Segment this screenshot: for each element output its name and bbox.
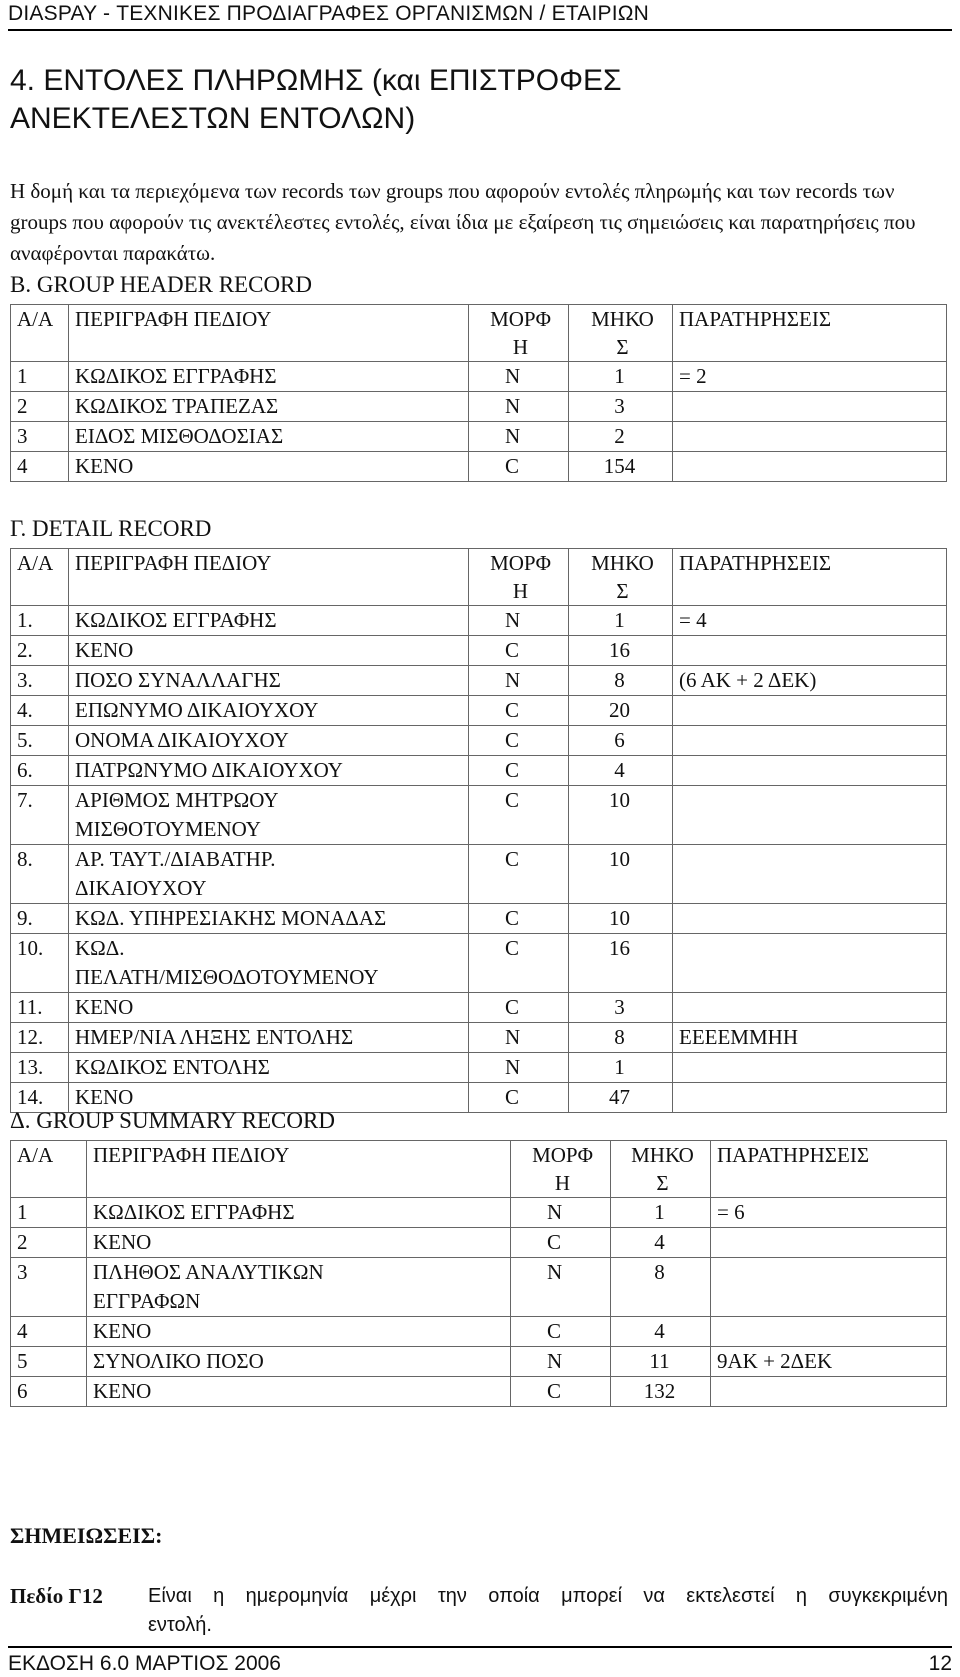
cell-desc-text: ΚΕΝΟ [93, 1230, 152, 1254]
cell-aa-text: 5 [17, 1349, 28, 1373]
detail-table [10, 548, 947, 1113]
cell-note [673, 696, 947, 726]
cell-aa [11, 636, 69, 666]
cell-desc-text: ΟΝΟΜΑ ΔΙΚΑΙΟΥΧΟΥ [75, 728, 289, 752]
cell-len [569, 696, 673, 726]
col-desc: ΠΕΡΙΓΡΑΦΗ ΠΕΔΙΟΥ [87, 1141, 511, 1198]
cell-note [711, 1317, 947, 1347]
cell-note [673, 362, 947, 392]
cell-len [569, 845, 673, 904]
cell-aa-text: 4 [17, 1319, 28, 1343]
cell-form-text: C [505, 638, 520, 662]
table-row [11, 1023, 947, 1053]
cell-form [469, 606, 569, 636]
cell-note [711, 1377, 947, 1407]
table-row [11, 1198, 947, 1228]
cell-desc [69, 934, 469, 993]
table-row [11, 1228, 947, 1258]
cell-form-text: C [505, 936, 520, 960]
cell-note [711, 1347, 947, 1377]
table-row [11, 845, 947, 904]
cell-form-text: N [505, 1055, 521, 1079]
group-header-table [10, 304, 947, 482]
cell-desc [69, 636, 469, 666]
cell-form [469, 845, 569, 904]
cell-aa-text: 4. [17, 698, 33, 722]
cell-form-text: C [505, 1085, 520, 1109]
col-notes: ΠΑΡΑΤΗΡΗΣΕΙΣ [673, 549, 947, 606]
cell-len [569, 904, 673, 934]
cell-aa [11, 422, 69, 452]
cell-aa-text: 4 [17, 454, 28, 478]
cell-form-text: C [547, 1319, 562, 1343]
cell-aa-text: 3 [17, 1260, 28, 1284]
cell-desc-text: ΚΕΝΟ [75, 454, 134, 478]
cell-aa-text: 11. [17, 995, 43, 1019]
cell-len [569, 1053, 673, 1083]
table-row [11, 666, 947, 696]
cell-desc [69, 422, 469, 452]
cell-aa [11, 726, 69, 756]
cell-aa [11, 904, 69, 934]
cell-form-text: C [505, 906, 520, 930]
cell-desc-text: ΠΟΣΟ ΣΥΝΑΛΛΑΓΗΣ [75, 668, 281, 692]
cell-form-text: N [505, 668, 521, 692]
cell-form-text: N [547, 1260, 563, 1284]
cell-note [673, 726, 947, 756]
cell-desc [87, 1377, 511, 1407]
cell-form [469, 452, 569, 482]
group-header-title: Β. GROUP HEADER RECORD [10, 272, 313, 297]
section-title-line-2: ΑΝΕΚΤΕΛΕΣΤΩΝ ΕΝΤΟΛΩΝ) [10, 102, 416, 135]
cell-desc [69, 452, 469, 482]
cell-note [673, 606, 947, 636]
cell-len-text: 4 [654, 1230, 665, 1254]
cell-desc-text: ΕΙΔΟΣ ΜΙΣΘΟΔΟΣΙΑΣ [75, 424, 284, 448]
summary-title: Δ. GROUP SUMMARY RECORD [10, 1108, 335, 1133]
cell-aa [11, 392, 69, 422]
cell-form [511, 1347, 611, 1377]
cell-aa [11, 666, 69, 696]
cell-desc [69, 993, 469, 1023]
cell-desc-text: ΚΩΔΙΚΟΣ ΕΝΤΟΛΗΣ [75, 1055, 270, 1079]
cell-aa-text: 7. [17, 788, 33, 812]
table-row [11, 726, 947, 756]
cell-len [569, 636, 673, 666]
intro-paragraph: Η δομή και τα περιεχόμενα των records των groups που αφορούν εντολές πληρωμής και των records των groups που αφορούν τις ανεκτέλεστες εντολές, είναι ίδια με εξαίρεση τις σημειώσεις και παρατηρήσεις που αναφέρονται παρακάτω. [10, 179, 916, 265]
running-header: DIASPAY - ΤΕΧΝΙΚΕΣ ΠΡΟΔΙΑΓΡΑΦΕΣ ΟΡΓΑΝΙΣΜΩΝ / ΕΤΑΙΡΙΩΝ [8, 2, 952, 31]
cell-len [569, 666, 673, 696]
note-label: Πεδίο Γ12 [10, 1584, 103, 1608]
cell-len-text: 1 [614, 608, 625, 632]
cell-len [569, 1023, 673, 1053]
cell-desc [69, 392, 469, 422]
cell-desc-text-line-2: ΔΙΚΑΙΟΥΧΟΥ [75, 876, 207, 900]
cell-form-text: C [547, 1230, 562, 1254]
cell-len-text: 154 [603, 454, 636, 478]
cell-len-text: 16 [609, 638, 630, 662]
cell-len-text: 3 [614, 995, 625, 1019]
cell-len [611, 1347, 711, 1377]
cell-form-text: N [505, 1025, 521, 1049]
table-row [11, 1258, 947, 1317]
cell-aa-text: 14. [17, 1085, 44, 1109]
cell-form [511, 1198, 611, 1228]
cell-desc [87, 1317, 511, 1347]
table-row [11, 1317, 947, 1347]
cell-len [569, 606, 673, 636]
cell-note [673, 392, 947, 422]
table-row [11, 606, 947, 636]
cell-note [673, 666, 947, 696]
cell-form [469, 786, 569, 845]
col-aa: Α/Α [11, 549, 69, 606]
cell-aa [11, 606, 69, 636]
cell-len [569, 756, 673, 786]
cell-aa [11, 993, 69, 1023]
table-row [11, 452, 947, 482]
cell-desc-text: ΚΩΔΙΚΟΣ ΤΡΑΠΕΖΑΣ [75, 394, 279, 418]
cell-aa [11, 1258, 87, 1317]
cell-aa-text: 12. [17, 1025, 44, 1049]
cell-desc [69, 362, 469, 392]
cell-desc [69, 904, 469, 934]
col-desc: ΠΕΡΙΓΡΑΦΗ ΠΕΔΙΟΥ [69, 305, 469, 362]
cell-note [673, 993, 947, 1023]
cell-desc-text-line-2: ΕΓΓΡΑΦΩΝ [93, 1289, 201, 1313]
cell-aa [11, 362, 69, 392]
cell-desc [69, 845, 469, 904]
cell-aa [11, 696, 69, 726]
cell-len [569, 362, 673, 392]
cell-aa [11, 845, 69, 904]
table-row [11, 756, 947, 786]
col-len: ΜΗΚΟ Σ [611, 1141, 711, 1198]
table-header-row [11, 1141, 947, 1198]
note-text-line-2: εντολή. [148, 1614, 212, 1636]
cell-aa-text: 1 [17, 364, 28, 388]
footer-edition: ΕΚΔΟΣΗ 6.0 ΜΑΡΤΙΟΣ 2006 [8, 1652, 281, 1675]
cell-len [569, 452, 673, 482]
cell-note-text: 9ΑΚ + 2ΔΕΚ [717, 1349, 833, 1373]
section-title-line-1: 4. ΕΝΤΟΛΕΣ ΠΛΗΡΩΜΗΣ (και ΕΠΙΣΤΡΟΦΕΣ [10, 64, 622, 97]
cell-len-text: 6 [614, 728, 625, 752]
table-row [11, 696, 947, 726]
cell-aa-text: 8. [17, 847, 33, 871]
cell-len-text: 10 [609, 788, 630, 812]
cell-len [611, 1198, 711, 1228]
cell-form [469, 993, 569, 1023]
table-header-row [11, 305, 947, 362]
cell-desc-text: ΚΕΝΟ [75, 638, 134, 662]
cell-note [673, 1083, 947, 1113]
cell-form [469, 1053, 569, 1083]
table-row [11, 636, 947, 666]
cell-form [469, 362, 569, 392]
cell-aa [11, 1228, 87, 1258]
cell-form [511, 1377, 611, 1407]
note-text-line-1: Είναι η ημερομηνία μέχρι την οποία μπορεί να εκτελεστεί η συγκεκριμένη [148, 1585, 948, 1607]
cell-desc [69, 1053, 469, 1083]
cell-note [673, 636, 947, 666]
cell-form-text: C [505, 995, 520, 1019]
cell-note [673, 1023, 947, 1053]
cell-len [611, 1228, 711, 1258]
table-row [11, 1377, 947, 1407]
cell-form-text: C [505, 454, 520, 478]
cell-desc-text: ΣΥΝΟΛΙΚΟ ΠΟΣΟ [93, 1349, 264, 1373]
cell-aa-text: 9. [17, 906, 33, 930]
cell-desc-text: ΚΩΔΙΚΟΣ ΕΓΓΡΑΦΗΣ [75, 608, 277, 632]
cell-len-text: 8 [614, 668, 625, 692]
cell-aa-text: 1. [17, 608, 33, 632]
cell-len [569, 422, 673, 452]
cell-len-text: 4 [614, 758, 625, 782]
col-form: ΜΟΡΦ Η [511, 1141, 611, 1198]
page-footer [8, 1646, 952, 1675]
cell-desc-text: ΚΩΔΙΚΟΣ ΕΓΓΡΑΦΗΣ [93, 1200, 295, 1224]
cell-form [511, 1317, 611, 1347]
group-header-rows [11, 362, 947, 482]
cell-len [569, 726, 673, 756]
cell-len-text: 3 [614, 394, 625, 418]
cell-desc-text: ΚΕΝΟ [75, 995, 134, 1019]
cell-form-text: N [505, 364, 521, 388]
cell-desc [69, 666, 469, 696]
cell-len-text: 1 [614, 1055, 625, 1079]
table-row [11, 993, 947, 1023]
cell-desc-text: ΗΜΕΡ/ΝΙΑ ΛΗΞΗΣ ΕΝΤΟΛΗΣ [75, 1025, 354, 1049]
cell-aa [11, 1317, 87, 1347]
notes-title: ΣΗΜΕΙΩΣΕΙΣ: [10, 1523, 163, 1548]
cell-note-text: = 2 [679, 364, 707, 388]
cell-note [673, 934, 947, 993]
cell-desc-text-line-2: ΠΕΛΑΤΗ/ΜΙΣΘΟΔΟΤΟΥΜΕΝΟΥ [75, 965, 379, 989]
cell-len-text: 10 [609, 906, 630, 930]
cell-len [569, 934, 673, 993]
cell-desc [87, 1347, 511, 1377]
cell-aa-text: 3. [17, 668, 33, 692]
col-notes: ΠΑΡΑΤΗΡΗΣΕΙΣ [673, 305, 947, 362]
cell-form [511, 1258, 611, 1317]
cell-len [569, 1083, 673, 1113]
summary-rows [11, 1198, 947, 1407]
section-title [10, 62, 910, 138]
cell-form [469, 1083, 569, 1113]
cell-desc-text: ΚΩΔ. [75, 936, 125, 960]
cell-form-text: C [505, 698, 520, 722]
cell-aa [11, 756, 69, 786]
cell-len-text: 2 [614, 424, 625, 448]
cell-note-text: = 4 [679, 608, 707, 632]
cell-desc [69, 1023, 469, 1053]
cell-aa-text: 1 [17, 1200, 28, 1224]
cell-desc [87, 1198, 511, 1228]
cell-len-text: 20 [609, 698, 630, 722]
cell-desc-text: ΠΛΗΘΟΣ ΑΝΑΛΥΤΙΚΩΝ [93, 1260, 324, 1284]
cell-form [469, 1023, 569, 1053]
cell-desc-text: ΚΕΝΟ [75, 1085, 134, 1109]
cell-form [469, 934, 569, 993]
cell-desc [69, 726, 469, 756]
table-row [11, 934, 947, 993]
cell-aa-text: 13. [17, 1055, 44, 1079]
cell-desc [69, 606, 469, 636]
cell-desc [87, 1258, 511, 1317]
cell-note [673, 422, 947, 452]
col-notes: ΠΑΡΑΤΗΡΗΣΕΙΣ [711, 1141, 947, 1198]
cell-form-text: N [505, 394, 521, 418]
cell-note [673, 452, 947, 482]
cell-form [469, 422, 569, 452]
footer-page-number: 12 [928, 1652, 952, 1675]
cell-len [569, 392, 673, 422]
cell-desc [69, 756, 469, 786]
detail-title: Γ. DETAIL RECORD [10, 516, 212, 541]
cell-form-text: N [505, 608, 521, 632]
cell-aa-text: 2. [17, 638, 33, 662]
cell-desc-text: ΚΕΝΟ [93, 1379, 152, 1403]
col-len: ΜΗΚΟ Σ [569, 305, 673, 362]
cell-desc-text: ΚΩΔΙΚΟΣ ΕΓΓΡΑΦΗΣ [75, 364, 277, 388]
table-row [11, 904, 947, 934]
table-row [11, 1347, 947, 1377]
col-len: ΜΗΚΟ Σ [569, 549, 673, 606]
cell-desc-text: ΚΩΔ. ΥΠΗΡΕΣΙΑΚΗΣ ΜΟΝΑΔΑΣ [75, 906, 387, 930]
col-form: ΜΟΡΦ Η [469, 549, 569, 606]
cell-len-text: 8 [614, 1025, 625, 1049]
cell-form [511, 1228, 611, 1258]
col-desc: ΠΕΡΙΓΡΑΦΗ ΠΕΔΙΟΥ [69, 549, 469, 606]
cell-aa-text: 6. [17, 758, 33, 782]
cell-note [673, 786, 947, 845]
cell-len-text: 10 [609, 847, 630, 871]
cell-aa [11, 934, 69, 993]
table-header-row [11, 549, 947, 606]
table-row [11, 362, 947, 392]
col-form: ΜΟΡΦ Η [469, 305, 569, 362]
cell-aa [11, 1053, 69, 1083]
cell-len-text: 4 [654, 1319, 665, 1343]
cell-len-text: 16 [609, 936, 630, 960]
cell-form [469, 696, 569, 726]
cell-note-text: = 6 [717, 1200, 745, 1224]
cell-len-text: 8 [654, 1260, 665, 1284]
col-aa: Α/Α [11, 1141, 87, 1198]
cell-desc-text-line-2: ΜΙΣΘΟΤΟΥΜΕΝΟΥ [75, 817, 261, 841]
cell-form-text: C [505, 728, 520, 752]
cell-form-text: N [547, 1349, 563, 1373]
cell-desc-text: ΠΑΤΡΩΝΥΜΟ ΔΙΚΑΙΟΥΧΟΥ [75, 758, 343, 782]
cell-form-text: N [505, 424, 521, 448]
cell-aa [11, 1198, 87, 1228]
cell-len-text: 1 [614, 364, 625, 388]
cell-aa-text: 3 [17, 424, 28, 448]
cell-note [673, 904, 947, 934]
cell-aa-text: 10. [17, 936, 44, 960]
cell-desc-text: ΑΡ. ΤΑΥΤ./ΔΙΑΒΑΤΗΡ. [75, 847, 276, 871]
cell-aa-text: 2 [17, 1230, 28, 1254]
cell-len [569, 993, 673, 1023]
cell-len [611, 1377, 711, 1407]
table-row [11, 786, 947, 845]
cell-note [673, 845, 947, 904]
cell-aa-text: 6 [17, 1379, 28, 1403]
cell-desc-text: ΚΕΝΟ [93, 1319, 152, 1343]
cell-len [611, 1258, 711, 1317]
table-row [11, 392, 947, 422]
cell-form [469, 636, 569, 666]
cell-note [711, 1198, 947, 1228]
cell-aa [11, 1377, 87, 1407]
cell-aa [11, 452, 69, 482]
cell-form [469, 904, 569, 934]
cell-note [711, 1228, 947, 1258]
cell-len-text: 132 [643, 1379, 676, 1403]
cell-form [469, 756, 569, 786]
cell-form-text: C [505, 758, 520, 782]
cell-desc-text: ΕΠΩΝΥΜΟ ΔΙΚΑΙΟΥΧΟΥ [75, 698, 319, 722]
cell-form [469, 726, 569, 756]
cell-form-text: C [505, 847, 520, 871]
cell-form-text: C [505, 788, 520, 812]
cell-form [469, 666, 569, 696]
cell-form-text: N [547, 1200, 563, 1224]
cell-aa-text: 5. [17, 728, 33, 752]
detail-rows [11, 606, 947, 1113]
cell-len-text: 47 [609, 1085, 630, 1109]
cell-desc-text: ΑΡΙΘΜΟΣ ΜΗΤΡΩΟΥ [75, 788, 279, 812]
cell-aa [11, 1347, 87, 1377]
cell-len-text: 1 [654, 1200, 665, 1224]
cell-len-text: 11 [649, 1349, 670, 1373]
cell-desc [87, 1228, 511, 1258]
cell-aa [11, 1023, 69, 1053]
cell-len [611, 1317, 711, 1347]
cell-desc [69, 786, 469, 845]
cell-note [711, 1258, 947, 1317]
table-row [11, 422, 947, 452]
cell-note [673, 756, 947, 786]
cell-aa-text: 2 [17, 394, 28, 418]
col-aa: Α/Α [11, 305, 69, 362]
cell-note-text: ΕΕΕΕΜΜΗΗ [679, 1025, 798, 1049]
cell-desc [69, 696, 469, 726]
cell-form-text: C [547, 1379, 562, 1403]
cell-len [569, 786, 673, 845]
table-row [11, 1053, 947, 1083]
summary-table [10, 1140, 947, 1407]
cell-note-text: (6 ΑΚ + 2 ΔΕΚ) [679, 668, 817, 692]
cell-aa [11, 786, 69, 845]
cell-form [469, 392, 569, 422]
cell-note [673, 1053, 947, 1083]
